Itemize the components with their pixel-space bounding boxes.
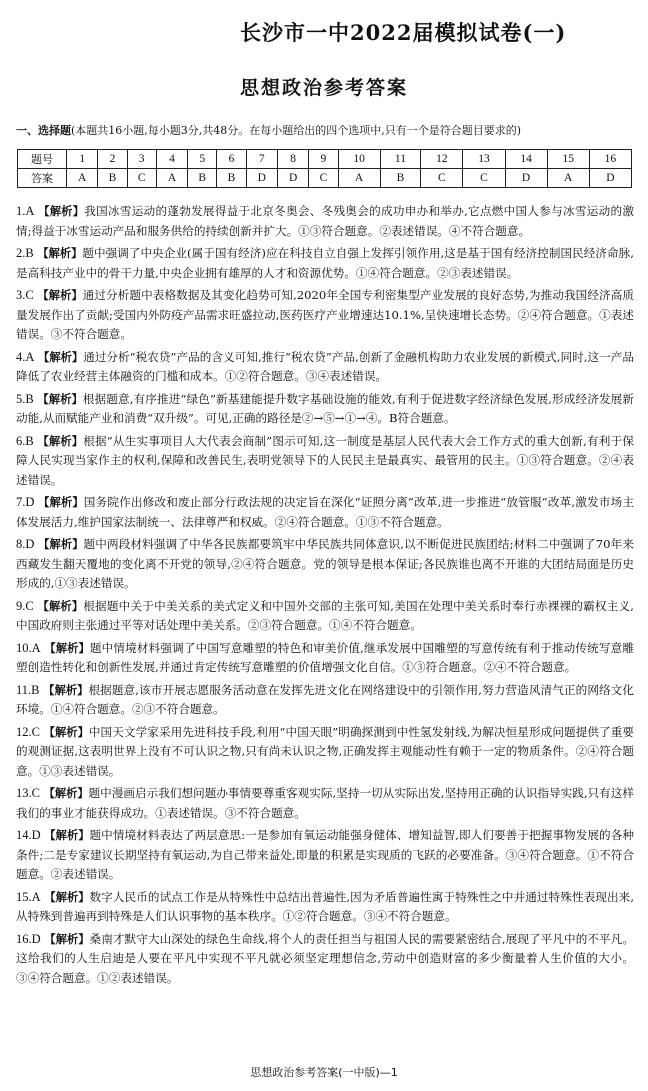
explanation-item bbox=[16, 639, 634, 678]
answer-cell: B bbox=[217, 169, 246, 188]
answer-table bbox=[17, 149, 632, 188]
item-number: 7.D bbox=[16, 495, 35, 509]
question-number-cell: 16 bbox=[589, 150, 631, 169]
item-number: 10.A bbox=[16, 640, 41, 655]
item-text: 桑南才默守大山深处的绿色生命线,将个人的责任担当与祖国人民的需要紧密结合,展现了平凡中的不平凡。这给我们的人生启迪是人要在平凡中实现不平凡就必须坚定理想信念,劳动中创造财富的多少衡量着人生价值的大小。③④符合题意。①②表述错误。 bbox=[16, 931, 635, 985]
question-number-cell: 15 bbox=[547, 150, 589, 169]
item-text: 数字人民币的试点工作是从特殊性中总结出普遍性,因为矛盾普遍性寓于特殊性之中并通过特殊性表现出来,从特殊到普遍再到特殊是人们认识事物的基本秩序。①②符合题意。③④不符合题意。 bbox=[16, 889, 635, 923]
analysis-tag: 【解析】 bbox=[38, 496, 84, 509]
explanation-item bbox=[16, 244, 634, 283]
explanation-item bbox=[16, 202, 634, 241]
item-text: 题中情境材料强调了中国写意雕塑的特色和审美价值,继承发展中国雕塑的写意传统有利于推动传统写意雕塑创造性转化和创新性发展,并通过肯定传统写意雕塑的价值增强文化自信。①③符合题意。②④不符合题意。 bbox=[16, 640, 634, 674]
item-number: 4.A bbox=[16, 349, 35, 364]
analysis-tag: 【解析】 bbox=[43, 787, 89, 800]
item-text: 题中情境材料表达了两层意思:一是参加有氧运动能强身健体、增知益智,即人们要善于把握事物发展的各种条件;二是专家建议长期坚持有氧运动,为自己带来益处,即量的积累是实现质的飞跃的必要准备。③④符合题意。①不符合题意。②表述错误。 bbox=[16, 828, 634, 881]
answer-cell: A bbox=[547, 169, 589, 188]
explanation-item bbox=[16, 432, 634, 491]
item-number: 2.B bbox=[16, 246, 34, 260]
explanation-item bbox=[16, 681, 634, 720]
explanation-item bbox=[16, 348, 634, 387]
question-number-cell: 3 bbox=[127, 150, 156, 169]
item-number: 12.C bbox=[16, 724, 40, 739]
explanation-list bbox=[16, 202, 634, 991]
question-number-cell: 2 bbox=[98, 150, 127, 169]
explanation-item bbox=[16, 597, 634, 636]
section-label: 一、选择题 bbox=[16, 124, 71, 137]
question-number-cell: 11 bbox=[380, 150, 421, 169]
analysis-tag: 【解析】 bbox=[37, 289, 83, 302]
answer-table-answer-row bbox=[18, 169, 632, 188]
answer-cell: B bbox=[98, 169, 127, 188]
answer-cell: C bbox=[309, 169, 338, 188]
item-text: 通过分析“税农贷”产品的含义可知,推行“税农贷”产品,创新了金融机构助力农业发展的新模式,同时,这一产品降低了农业经营主体融资的门槛和成本。①②符合题意。③④表述错误。 bbox=[16, 349, 634, 383]
explanation-item bbox=[16, 723, 634, 782]
answer-cell: A bbox=[67, 169, 98, 188]
answer-cell: D bbox=[277, 169, 308, 188]
explanation-item bbox=[16, 826, 634, 885]
analysis-tag: 【解析】 bbox=[37, 434, 84, 448]
analysis-tag: 【解析】 bbox=[43, 683, 89, 697]
analysis-tag: 【解析】 bbox=[44, 932, 90, 946]
answer-row-header: 答案 bbox=[18, 169, 67, 188]
item-number: 9.C bbox=[16, 598, 34, 613]
analysis-tag: 【解析】 bbox=[38, 350, 84, 364]
analysis-tag: 【解析】 bbox=[43, 725, 89, 739]
item-text: 国务院作出修改和废止部分行政法规的决定旨在深化“证照分离”改革,进一步推进“放管服”改革,激发市场主体发展活力,维护国家法制统一、法律尊严和权威。②④符合题意。①③不符合题意。 bbox=[16, 495, 634, 529]
question-number-cell: 1 bbox=[67, 150, 98, 169]
item-number: 14.D bbox=[16, 828, 41, 842]
analysis-tag: 【解析】 bbox=[44, 641, 90, 655]
item-text: 通过分析题中表格数据及其变化趋势可知,2020年全国专利密集型产业发展的良好态势,为推动我国经济高质量发展作出了贡献;受国内外防疫产品需求旺盛拉动,医药医疗产业增速达10.1%,呈快速增长态势。②④符合题意。①表述错误。③不符合题意。 bbox=[16, 288, 634, 341]
answer-cell: C bbox=[463, 169, 505, 188]
explanation-item bbox=[16, 390, 634, 429]
section-instruction: (本题共16小题,每小题3分,共48分。在每小题给出的四个选项中,只有一个是符合题目要求的) bbox=[71, 124, 522, 137]
answer-cell: A bbox=[156, 169, 187, 188]
answer-cell: D bbox=[505, 169, 547, 188]
explanation-item bbox=[16, 888, 634, 927]
item-text: 我国冰雪运动的蓬勃发展得益于北京冬奥会、冬残奥会的成功申办和举办,它点燃中国人参与冰雪运动的激情;得益于冰雪运动产品和服务供给的持续创新并扩大。①③符合题意。②表述错误。④不符合题意。 bbox=[16, 204, 634, 238]
item-text: 题中两段材料强调了中华各民族都要筑牢中华民族共同体意识,以不断促进民族团结;材料二中强调了70年来西藏发生翻天覆地的变化离不开党的领导,②④符合题意。党的领导是根本保证;各民族谁也离不开谁的大团结局面是历史形成的,①③表述错误。 bbox=[16, 537, 634, 590]
answer-cell: C bbox=[127, 169, 156, 188]
item-number: 16.D bbox=[16, 931, 41, 946]
analysis-tag: 【解析】 bbox=[37, 247, 83, 260]
answer-cell: B bbox=[188, 169, 217, 188]
answer-cell: B bbox=[380, 169, 421, 188]
question-number-cell: 13 bbox=[463, 150, 505, 169]
explanation-item bbox=[16, 493, 634, 532]
analysis-tag: 【解析】 bbox=[37, 599, 84, 613]
item-text: 根据题中关于中美关系的美式定义和中国外交部的主张可知,美国在处理中美关系时奉行赤裸裸的霸权主义,中国政府则主张通过平等对话处理中美关系。②③符合题意。①④不符合题意。 bbox=[16, 598, 634, 632]
item-text: 根据“从生实事项目人大代表会商制”图示可知,这一制度是基层人民代表大会工作方式的重大创新,有利于保障人民实现当家作主的权利,保障和改善民生,表明党领导下的人民民主是最真实、最管用的民主。①③符合题意。②④表述错误。 bbox=[16, 433, 634, 487]
page-footer: 思想政治参考答案(一中版)—1 bbox=[250, 1066, 398, 1079]
analysis-tag: 【解析】 bbox=[37, 392, 83, 406]
answer-cell: C bbox=[421, 169, 463, 188]
answer-table-number-row bbox=[18, 150, 632, 169]
explanation-item bbox=[16, 930, 634, 989]
item-number: 6.B bbox=[16, 433, 34, 448]
analysis-tag: 【解析】 bbox=[44, 829, 90, 842]
item-text: 中国天文学家采用先进科技手段,利用“中国天眼”明确探测到中性氢发射线,为解决恒星形成问题提供了重要的观测证据,这表明世界上没有不可认识之物,只有尚未认识之物,正确发挥主观能动性有赖于一定的物质条件。②④符合题意。①③表述错误。 bbox=[16, 724, 634, 778]
exam-title: 长沙市一中2022届模拟试卷(一) bbox=[240, 20, 567, 45]
question-number-cell: 5 bbox=[188, 150, 217, 169]
question-number-cell: 9 bbox=[309, 150, 338, 169]
analysis-tag: 【解析】 bbox=[38, 205, 85, 218]
explanation-item bbox=[16, 286, 634, 345]
answer-cell: D bbox=[246, 169, 277, 188]
question-number-cell: 8 bbox=[277, 150, 308, 169]
question-number-cell: 12 bbox=[421, 150, 463, 169]
question-number-cell: 4 bbox=[156, 150, 187, 169]
item-number: 8.D bbox=[16, 537, 35, 551]
item-text: 题中强调了中央企业(属于国有经济)应在科技自立自强上发挥引领作用,这是基于国有经济控制国民经济命脉,是高科技产业中的骨干力量,中央企业拥有雄厚的人才和资源优势。①④符合题意。②③表述错误。 bbox=[16, 246, 634, 280]
analysis-tag: 【解析】 bbox=[38, 538, 84, 551]
item-text: 根据题意,该市开展志愿服务活动意在发挥先进文化在网络建设中的引领作用,努力营造风清气正的网络文化环境。①④符合题意。②③不符合题意。 bbox=[16, 682, 634, 716]
item-text: 根据题意,有序推进“绿色”新基建能提升数字基础设施的能效,有利于促进数字经济绿色发展,形成经济发展新动能,从而赋能产业和消费“双升级”。可见,正确的路径是②→⑤→①→④。B符合题意。 bbox=[16, 391, 634, 425]
explanation-item bbox=[16, 784, 634, 823]
answer-cell: A bbox=[338, 169, 380, 188]
item-number: 1.A bbox=[16, 204, 35, 218]
explanation-item bbox=[16, 535, 634, 594]
question-number-cell: 7 bbox=[246, 150, 277, 169]
question-number-cell: 14 bbox=[505, 150, 547, 169]
question-number-cell: 10 bbox=[338, 150, 380, 169]
item-number: 13.C bbox=[16, 786, 40, 800]
item-number: 15.A bbox=[16, 889, 41, 904]
item-number: 5.B bbox=[16, 391, 34, 406]
item-number: 11.B bbox=[16, 682, 40, 697]
answer-cell: D bbox=[589, 169, 631, 188]
question-number-cell: 6 bbox=[217, 150, 246, 169]
section-heading bbox=[16, 124, 632, 138]
analysis-tag: 【解析】 bbox=[44, 890, 90, 904]
number-row-header: 题号 bbox=[18, 150, 67, 169]
answer-subtitle: 思想政治参考答案 bbox=[239, 77, 408, 99]
item-text: 题中漫画启示我们想问题办事情要尊重客观实际,坚持一切从实际出发,坚持用正确的认识指导实践,只有这样我们的事业才能获得成功。①表述错误。③不符合题意。 bbox=[16, 786, 634, 820]
item-number: 3.C bbox=[16, 288, 34, 302]
